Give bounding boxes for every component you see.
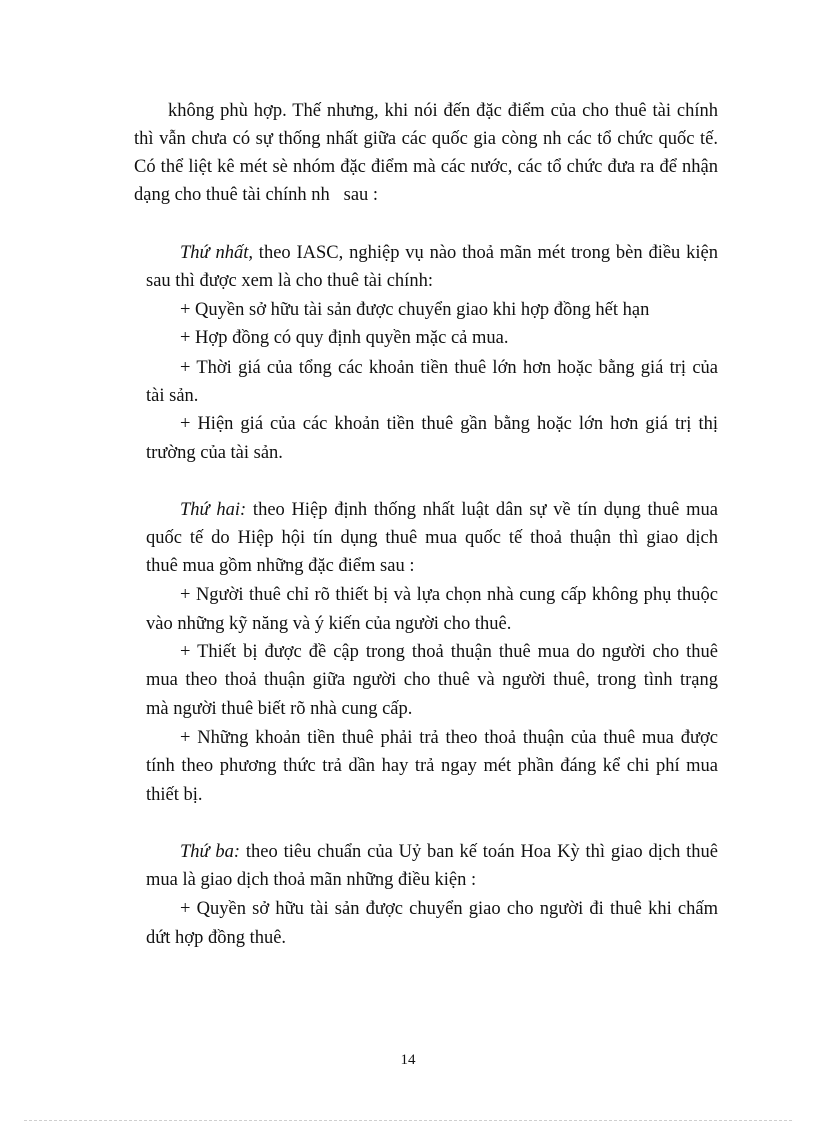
intro-line-3: Có thể liệt kê mét sè nhóm đặc điểm mà các nước, các tổ chức đưa ra để nhận xyxy=(134,157,718,177)
section3-bullet-1-cont: dứt hợp đồng thuê. xyxy=(146,928,287,948)
section2-bullet-2-cont-2: mà người thuê biết rõ nhà cung cấp. xyxy=(146,699,413,719)
section1-first-line xyxy=(180,240,718,266)
section1-lead: Thứ nhất, xyxy=(180,243,253,263)
intro-line-4: dạng cho thuê tài chính nh sau : xyxy=(134,185,379,205)
section1-line-2: sau thì được xem là cho thuê tài chính: xyxy=(146,271,433,291)
section1-bullet-1: + Quyền sở hữu tài sản được chuyển giao khi hợp đồng hết hạn xyxy=(180,300,650,320)
section2-bullet-1: + Người thuê chỉ rõ thiết bị và lựa chọn nhà cung cấp không phụ thuộc xyxy=(180,585,718,605)
page-bottom-divider xyxy=(24,1120,792,1121)
section2-line-1: theo Hiệp định thống nhất luật dân sự về tín dụng thuê mua xyxy=(246,500,718,520)
section1-bullet-3-cont: tài sản. xyxy=(146,386,199,406)
intro-line-2: thì vẫn chưa có sự thống nhất giữa các quốc gia còng nh các tổ chức quốc tế. xyxy=(134,129,718,149)
section2-bullet-3-cont-2: thiết bị. xyxy=(146,785,203,805)
section2-bullet-1-cont: vào những kỹ năng và ý kiến của người cho thuê. xyxy=(146,614,512,634)
section2-lead: Thứ hai: xyxy=(180,500,247,520)
section2-first-line xyxy=(180,497,718,523)
section3-bullet-1: + Quyền sở hữu tài sản được chuyển giao cho người đi thuê khi chấm xyxy=(180,899,718,919)
section1-bullet-4: + Hiện giá của các khoản tiền thuê gần bằng hoặc lớn hơn giá trị thị xyxy=(180,414,718,434)
section1-bullet-2: + Hợp đồng có quy định quyền mặc cả mua. xyxy=(180,328,509,348)
section2-bullet-2: + Thiết bị được đề cập trong thoả thuận thuê mua do người cho thuê xyxy=(180,642,718,662)
section2-bullet-3: + Những khoản tiền thuê phải trả theo thoả thuận của thuê mua được xyxy=(180,728,718,748)
page-number: 14 xyxy=(400,1052,416,1068)
section2-line-2: quốc tế do Hiệp hội tín dụng thuê mua quốc tế thoả thuận thì giao dịch xyxy=(146,528,718,548)
section2-line-3: thuê mua gồm những đặc điểm sau : xyxy=(146,556,415,576)
section3-first-line xyxy=(180,839,718,865)
section1-bullet-3: + Thời giá của tổng các khoản tiền thuê lớn hơn hoặc bằng giá trị của xyxy=(180,358,718,378)
section1-line-1: theo IASC, nghiệp vụ nào thoả mãn mét trong bèn điều kiện xyxy=(252,243,718,263)
section3-lead: Thứ ba: xyxy=(180,842,241,862)
section2-bullet-3-cont-1: tính theo phương thức trả dần hay trả ngay mét phần đáng kể chi phí mua xyxy=(146,756,718,776)
section3-line-2: mua là giao dịch thoả mãn những điều kiện : xyxy=(146,870,477,890)
section1-bullet-4-cont: trường của tài sản. xyxy=(146,443,283,463)
intro-line-1: không phù hợp. Thế nhưng, khi nói đến đặc điểm của cho thuê tài chính xyxy=(168,101,718,121)
section3-line-1: theo tiêu chuẩn của Uỷ ban kế toán Hoa Kỳ thì giao dịch thuê xyxy=(240,842,718,862)
section2-bullet-2-cont-1: mua theo thoả thuận giữa người cho thuê và người thuê, trong tình trạng xyxy=(146,670,718,690)
